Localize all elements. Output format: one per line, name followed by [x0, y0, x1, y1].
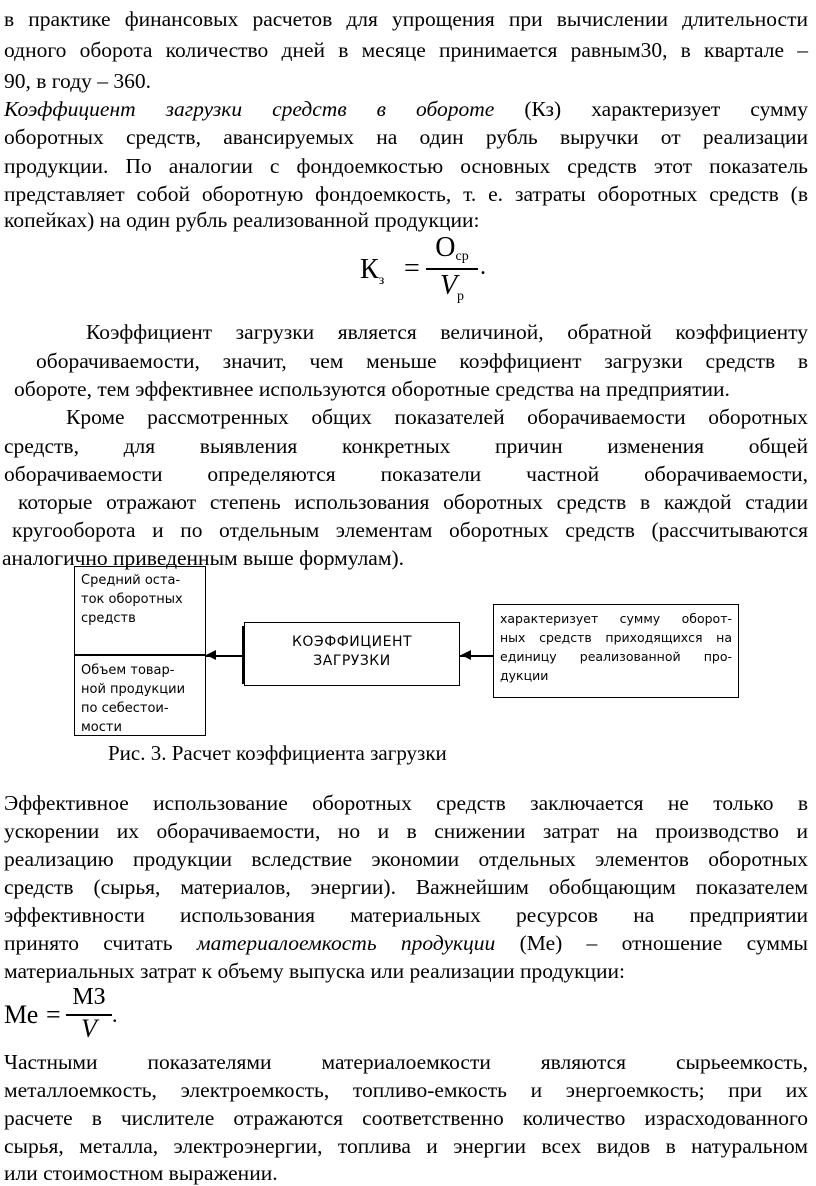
diagram-right-line1: характеризует сумму оборот-: [500, 611, 732, 626]
paragraph3-line2: оборачиваемости, значит, чем меньше коэффициент загрузки средств в: [36, 349, 808, 373]
paragraph4-line6: аналогично приведенным выше формулам).: [2, 546, 404, 570]
paragraph5-line1: Эффективное использование оборотных средств заключается не только в: [4, 791, 808, 815]
paragraph3-line3: обороте, тем эффективнее используются оборотные средства на предприятии.: [14, 377, 730, 401]
formula1-denominator: $V_р$: [439, 270, 465, 304]
paragraph6-line3: расчете в числителе отражаются соответственно количество израсходованного: [4, 1106, 808, 1130]
paragraph2-line4: представляет собой оборотную фондоемкость, т. е. затраты оборотных средств (в: [4, 182, 808, 206]
formula2-lhs: Ме: [4, 1000, 39, 1029]
diagram-box-average-balance: Средний оста- ток оборотных средств: [81, 573, 183, 626]
formula-load-coefficient: [360, 232, 500, 312]
figure-caption: Рис. 3. Расчет коэффициента загрузки: [108, 741, 447, 765]
term-material-intensity: материалоемкость продукции: [196, 931, 496, 955]
formula1-lhs-sub: з: [378, 273, 385, 288]
paragraph5-line7: материальных затрат к объему выпуска или реализации продукции:: [4, 959, 626, 983]
diagram-center-line1: КОЭФФИЦИЕНТ: [291, 634, 413, 650]
paragraph6-line4: сырья, металла, электроэнергии, топлива и энергии всех видов в натуральном: [4, 1134, 808, 1158]
paragraph4-line4: которые отражают степень использования оборотных средств в каждой стадии: [18, 490, 808, 514]
paragraph2-line1: [4, 96, 808, 122]
arrow-left-icon-2: [459, 648, 473, 662]
formula1-end: .: [480, 254, 486, 280]
paragraph4-line5: кругооборота и по отдельным элементам оборотных средств (рассчитываются: [12, 518, 808, 542]
paragraph2-line1-rest: (Кз) характеризует сумму: [494, 97, 808, 121]
diagram-left-box: [74, 566, 206, 736]
paragraph1-line2: одного оборота количество дней в месяце принимается равным30, в квартале –: [4, 38, 808, 62]
paragraph5-line6: принято считать материалоемкость продукции (Ме) – отношение суммы: [4, 931, 808, 955]
diagram-right-line3: единицу реализованной про-: [500, 649, 732, 664]
paragraph3-line1: Коэффициент загрузки является величиной, обратной коэффициенту: [86, 320, 808, 344]
diagram-center-line2: ЗАГРУЗКИ: [313, 653, 391, 669]
arrow-left-icon: [204, 648, 218, 662]
paragraph1-line3: 90, в году – 360.: [4, 69, 152, 93]
paragraph2-line5: копейках) на один рубль реализованной продукции:: [4, 208, 480, 232]
paragraph6-line2: металлоемкость, электроемкость, топливо-емкость и энергоемкость; при их: [4, 1078, 808, 1102]
paragraph5-line2: ускорении их оборачиваемости, но и в снижении затрат на производство и: [4, 819, 808, 843]
formula2-equals: =: [46, 1000, 61, 1029]
formula-material-intensity: [4, 984, 134, 1044]
paragraph6-line5: или стоимостном выражении.: [4, 1161, 278, 1185]
formula2-end: .: [112, 1002, 118, 1027]
diagram-left-divider: [75, 654, 205, 656]
paragraph4-line3: оборачиваемости определяются показатели частной оборачиваемости,: [4, 462, 808, 486]
formula2-denominator: V: [81, 1014, 97, 1043]
diagram-right-box: [493, 604, 739, 698]
formula1-lhs: К: [360, 254, 379, 285]
diagram-right-line4: дукции: [500, 668, 549, 683]
formula2-numerator: МЗ: [72, 984, 106, 1010]
term-load-coefficient: Коэффициент загрузки средств в обороте: [4, 97, 495, 121]
paragraph2-line2: оборотных средств, авансируемых на один рубль выручки от реализации: [4, 125, 808, 149]
paragraph2-line3: продукции. По аналогии с фондоемкостью основных средств этот показатель: [4, 154, 808, 178]
paragraph5-line3: реализацию продукции вследствие экономии отдельных элементов оборотных: [4, 847, 808, 871]
paragraph5-line4: средств (сырья, материалов, энергии). Важнейшим обобщающим показателем: [4, 875, 808, 899]
paragraph1-line1: в практике финансовых расчетов для упрощения при вычислении длительности: [4, 7, 808, 31]
paragraph5-line5: эффективности использования материальных ресурсов на предприятии: [4, 903, 808, 927]
paragraph6-line1: Частными показателями материалоемкости являются сырьеемкость,: [4, 1050, 808, 1074]
formula1-numerator: Оср: [435, 232, 469, 264]
diagram-box-product-volume: Объем товар- ной продукции по себестои- мости: [81, 663, 186, 735]
diagram-center-box: [244, 622, 460, 686]
paragraph4-line1: Кроме рассмотренных общих показателей оборачиваемости оборотных: [66, 405, 808, 429]
formula1-equals: =: [404, 253, 420, 284]
diagram-right-line2: ных средств приходящихся на: [500, 630, 732, 645]
paragraph4-line2: средств, для выявления конкретных причин изменения общей: [4, 434, 808, 458]
